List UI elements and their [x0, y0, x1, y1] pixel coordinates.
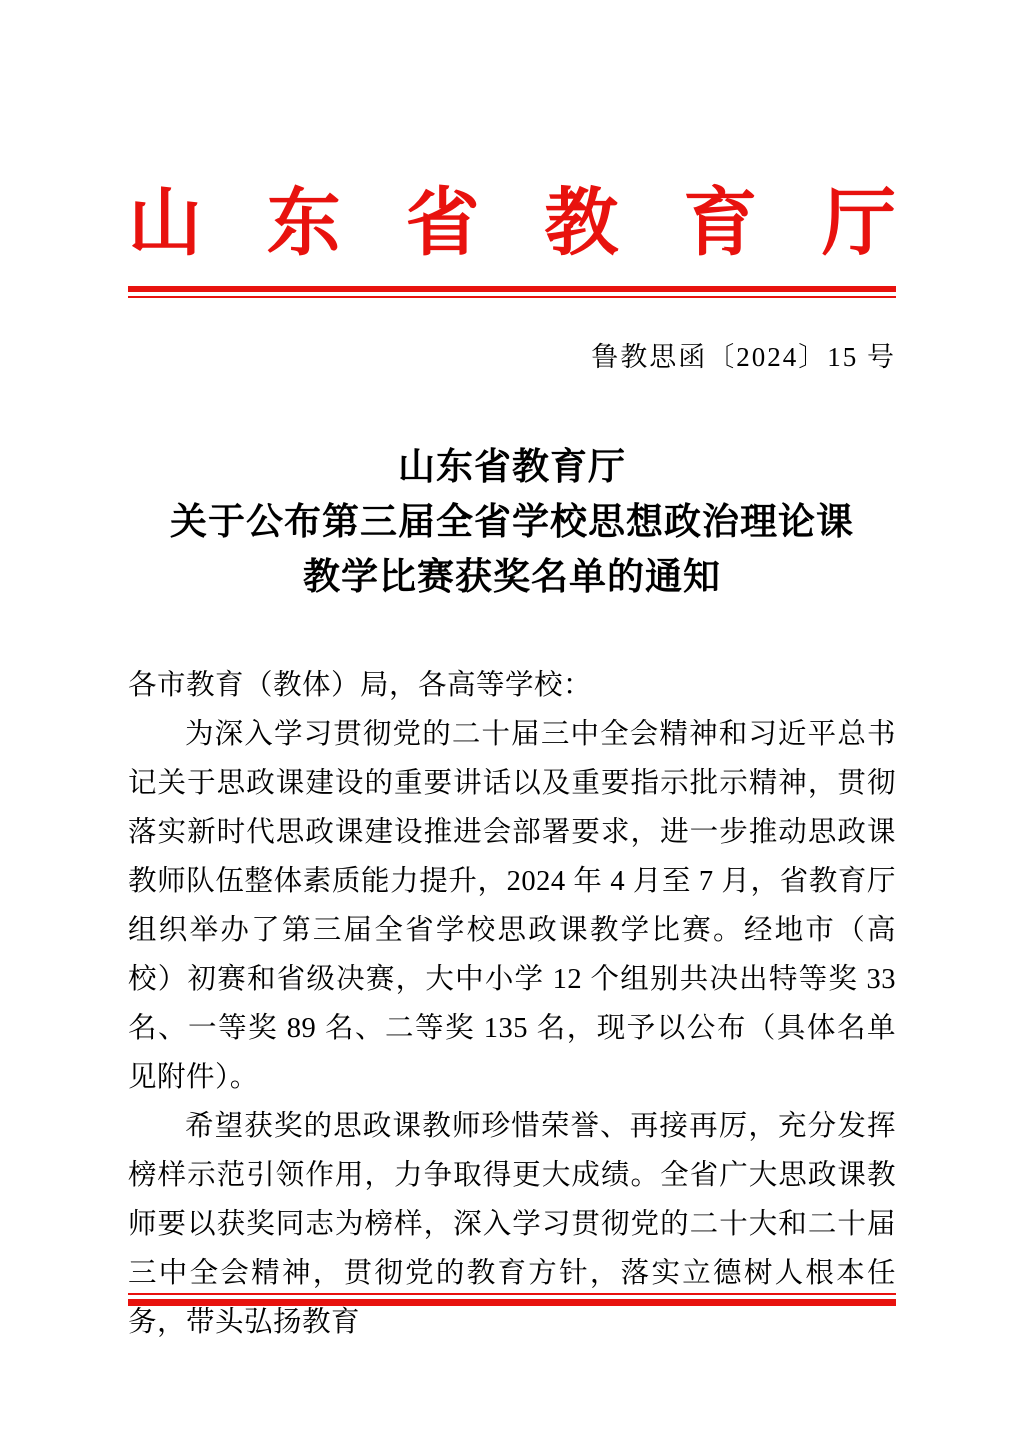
body-paragraph-2: 希望获奖的思政课教师珍惜荣誉、再接再厉，充分发挥榜样示范引领作用，力争取得更大成绩。全省广大思政课教师要以获奖同志为榜样，深入学习贯彻党的二十大和二十届三中全会精神，贯彻党的教育方针，落实立德树人根本任务，带头弘扬教育: [128, 1110, 896, 1338]
notice-title-line-1: 山东省教育厅: [398, 446, 626, 488]
salutation-line: 各市教育（教体）局，各高等学校：: [128, 669, 593, 701]
document-reference-number: 鲁教思函〔2024〕15 号: [591, 341, 896, 372]
notice-title: [128, 440, 896, 605]
document-content: [128, 183, 896, 1347]
footer-divider-thick-rule: [128, 1299, 896, 1306]
letterhead-divider: [128, 286, 896, 298]
footer-divider: [128, 1293, 896, 1306]
notice-body: [128, 661, 896, 1347]
letterhead-org-title: 山东省教育厅: [128, 183, 896, 265]
notice-title-line-3: 教学比赛获奖名单的通知: [303, 556, 721, 598]
letterhead-divider-thin-rule: [128, 296, 896, 298]
notice-title-line-2: 关于公布第三届全省学校思想政治理论课: [170, 501, 854, 543]
body-paragraph-1: 为深入学习贯彻党的二十届三中全会精神和习近平总书记关于思政课建设的重要讲话以及重要指示批示精神，贯彻落实新时代思政课建设推进会部署要求，进一步推动思政课教师队伍整体素质能力提升，2024 年 4 月至 7 月，省教育厅组织举办了第三届全省学校思政课教学比赛。经地市（高校）初赛和省级决赛，大中小学 12 个组别共决出特等奖 33 名、一等奖 89 名、二等奖 135 名，现予以公布（具体名单见附件）。: [128, 718, 896, 1093]
